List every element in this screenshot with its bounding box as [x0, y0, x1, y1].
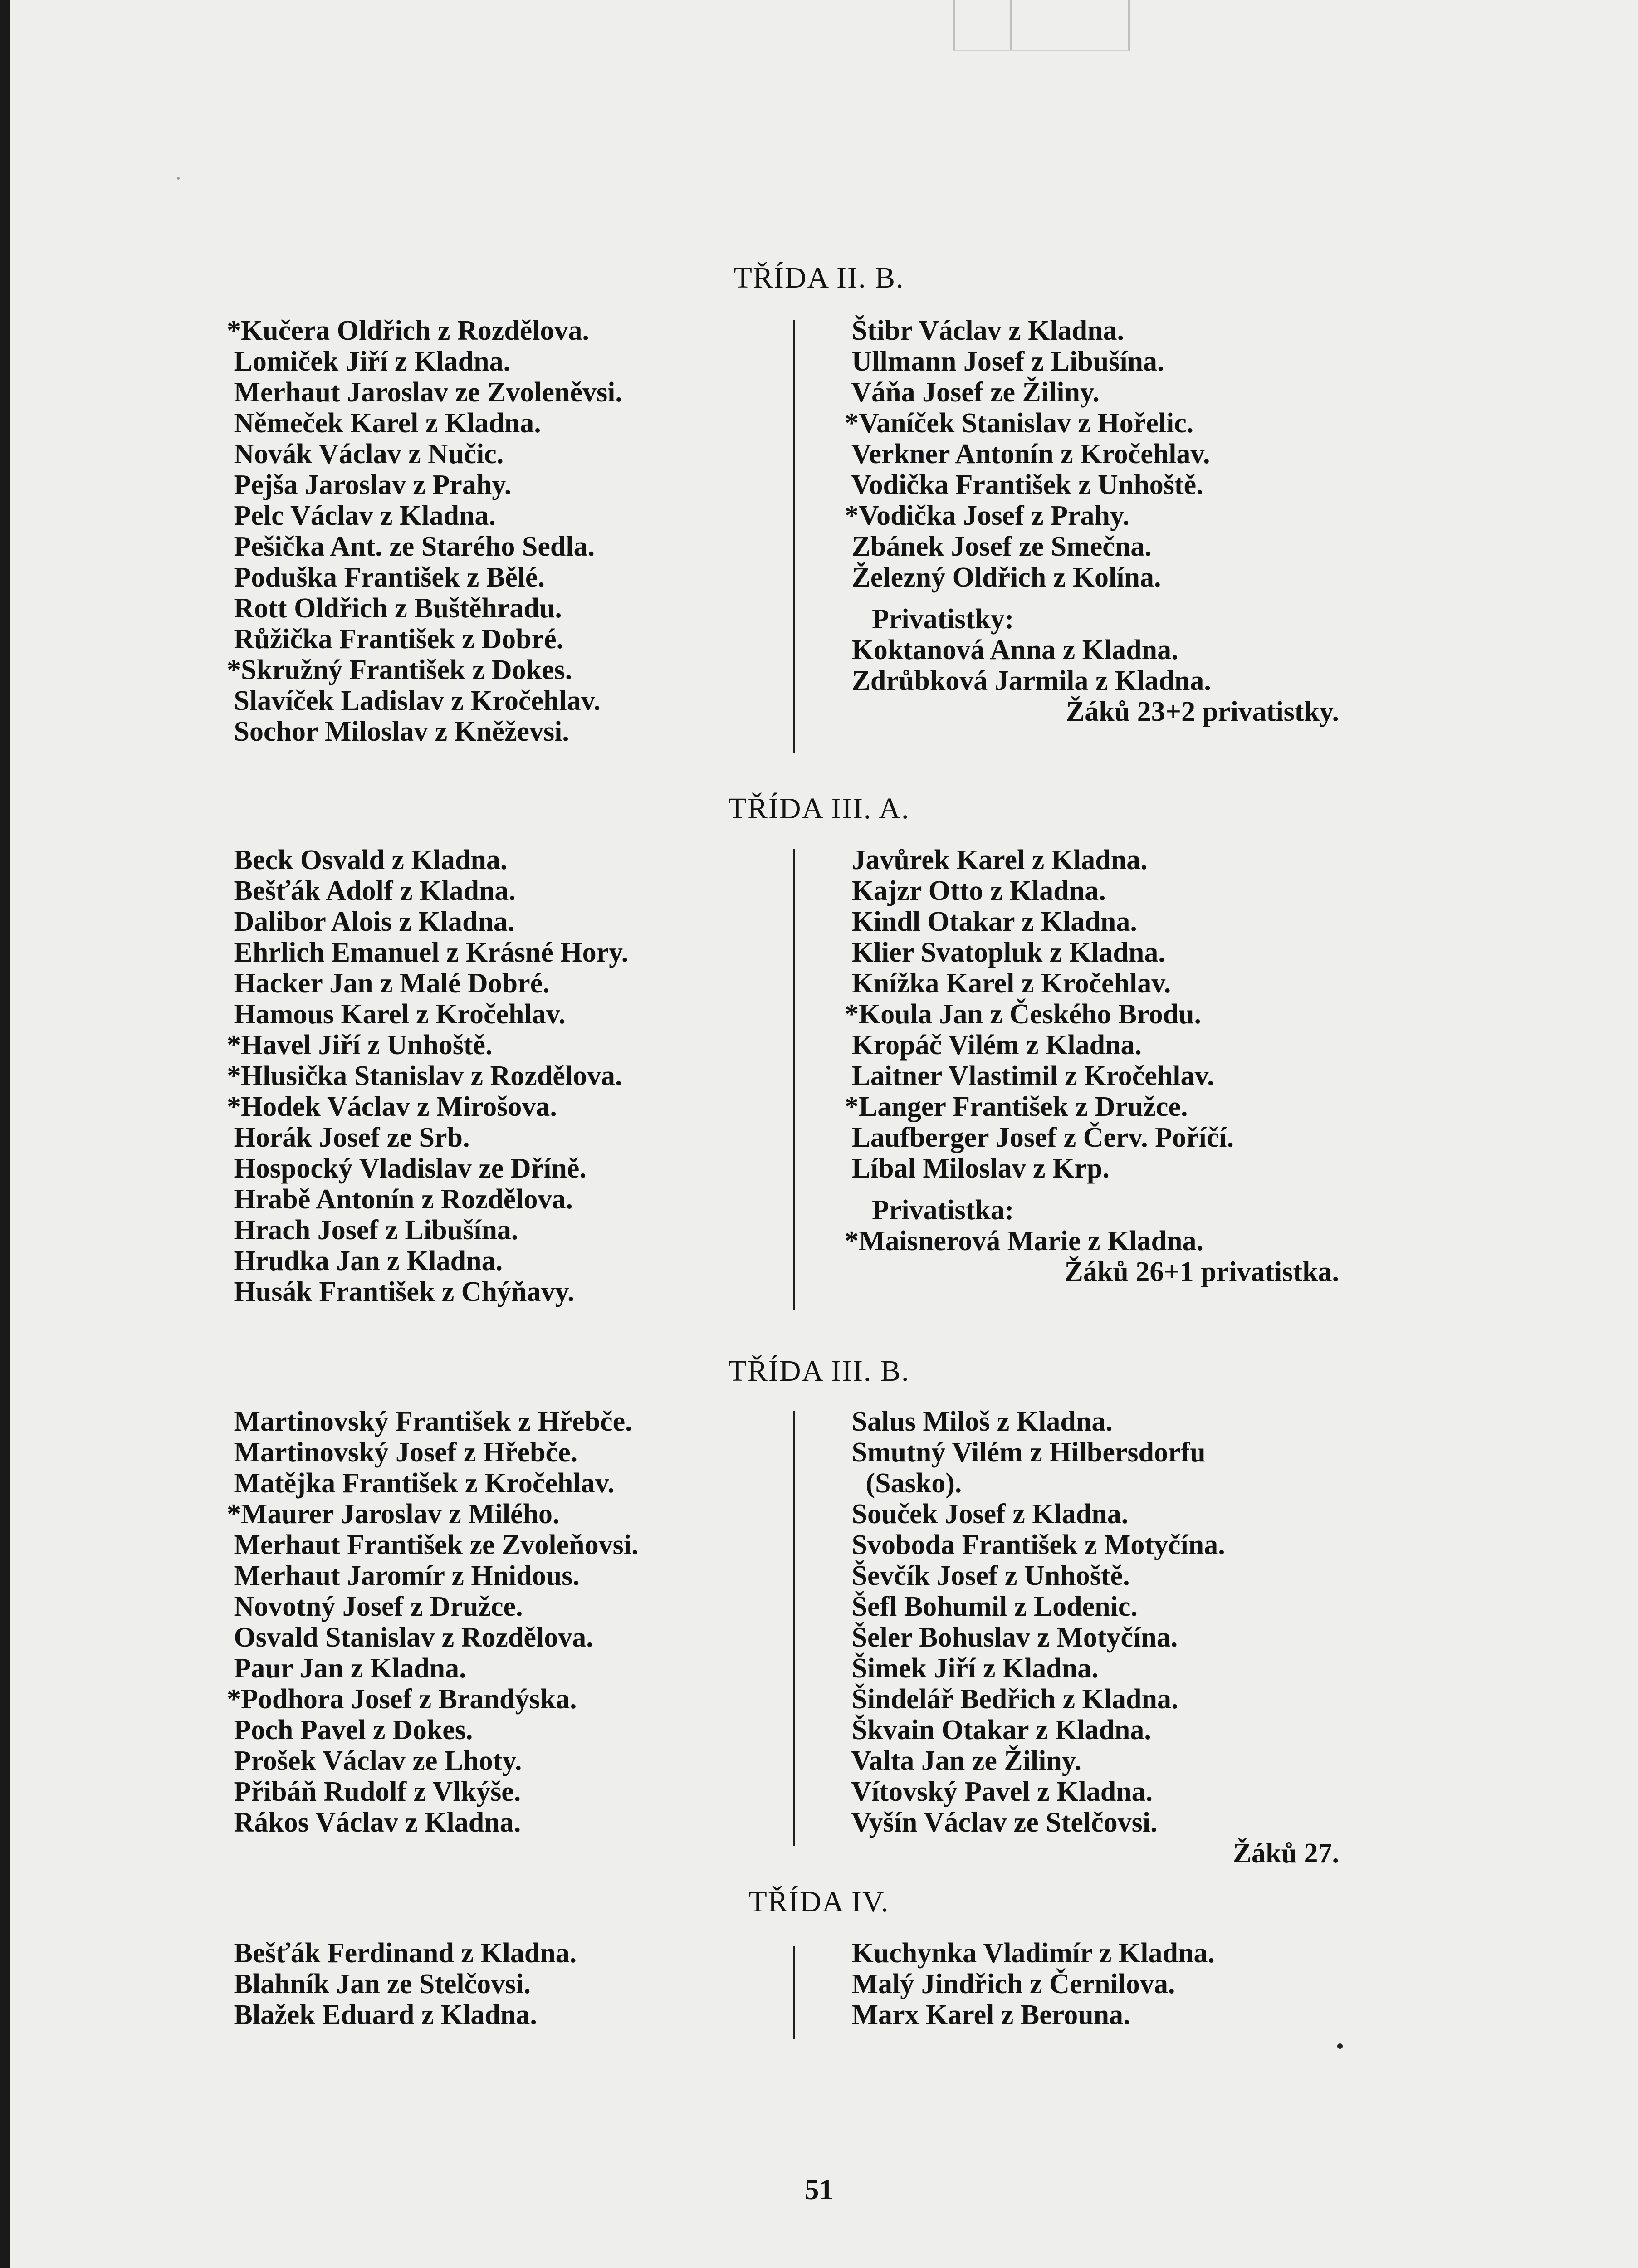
list-item: *Podhora Josef z Brandýska.	[227, 1684, 577, 1715]
list-item: Souček Josef z Kladna.	[845, 1499, 1129, 1530]
list-item: Rákos Václav z Kladna.	[227, 1807, 521, 1838]
list-item: Verkner Antonín z Kročehlav.	[845, 439, 1210, 469]
list-item: Horák Josef ze Srb.	[227, 1122, 470, 1153]
student-list-right	[845, 1938, 1339, 2030]
list-item: Poch Pavel z Dokes.	[227, 1715, 473, 1745]
list-item: Osvald Stanislav z Rozdělova.	[227, 1622, 593, 1653]
list-item: Knížka Karel z Kročehlav.	[845, 968, 1171, 999]
list-item: Vyšín Václav ze Stelčovsi.	[845, 1807, 1158, 1838]
list-item: Růžička František z Dobré.	[227, 624, 564, 655]
list-item: *Koula Jan z Českého Brodu.	[845, 999, 1202, 1030]
list-item: Martinovský Josef z Hřebče.	[227, 1437, 578, 1468]
section-heading: TŘÍDA II. B.	[733, 261, 905, 294]
list-item: Smutný Vilém z Hilbersdorfu	[845, 1437, 1206, 1468]
list-item: Šeler Bohuslav z Motyčína.	[845, 1622, 1178, 1653]
list-item: Salus Miloš z Kladna.	[845, 1406, 1113, 1437]
student-list-left	[227, 315, 622, 747]
list-item: Malý Jindřich z Černilova.	[845, 1969, 1175, 1999]
list-item: Váňa Josef ze Žiliny.	[845, 377, 1100, 408]
column-divider	[793, 1946, 795, 2039]
student-list-right	[845, 1406, 1339, 1869]
list-item: Pelc Václav z Kladna.	[227, 500, 496, 531]
list-item: *Kučera Oldřich z Rozdělova.	[227, 315, 589, 346]
list-item: Novotný Josef z Družce.	[227, 1591, 523, 1622]
column-divider	[793, 849, 795, 1310]
list-item: Marx Karel z Berouna.	[845, 1999, 1130, 2030]
section-heading: TŘÍDA III. A.	[728, 792, 910, 825]
list-item: Kindl Otakar z Kladna.	[845, 906, 1137, 937]
list-item: Hrabě Antonín z Rozdělova.	[227, 1184, 573, 1215]
list-item: Kajzr Otto z Kladna.	[845, 875, 1106, 906]
class-total: Žáků 27.	[1232, 1838, 1339, 1869]
list-item: *Hodek Václav z Mirošova.	[227, 1091, 557, 1122]
student-list-left	[227, 845, 628, 1307]
list-item: Koktanová Anna z Kladna.	[845, 635, 1178, 665]
list-item: Laitner Vlastimil z Kročehlav.	[845, 1061, 1214, 1091]
list-item: Zdrůbková Jarmila z Kladna.	[845, 665, 1211, 696]
list-item: Poduška František z Bělé.	[227, 562, 545, 593]
list-item: *Hlusička Stanislav z Rozdělova.	[227, 1061, 622, 1091]
list-item: *Langer František z Družce.	[845, 1091, 1188, 1122]
student-list-right	[845, 845, 1339, 1287]
list-item: Slavíček Ladislav z Kročehlav.	[227, 685, 601, 716]
list-item: Lomiček Jiří z Kladna.	[227, 346, 511, 377]
list-item: Bešťák Adolf z Kladna.	[227, 875, 516, 906]
list-item: Bešťák Ferdinand z Kladna.	[227, 1938, 577, 1969]
list-item: Přibáň Rudolf z Vlkýše.	[227, 1776, 521, 1807]
list-item: Matějka František z Kročehlav.	[227, 1468, 615, 1499]
list-item: Hrudka Jan z Kladna.	[227, 1246, 503, 1276]
scan-left-edge	[0, 0, 10, 2268]
list-item: Pešička Ant. ze Starého Sedla.	[227, 531, 595, 562]
list-item: Železný Oldřich z Kolína.	[845, 562, 1161, 593]
list-item: Hrach Josef z Libušína.	[227, 1215, 518, 1246]
list-item: Hamous Karel z Kročehlav.	[227, 999, 566, 1030]
scan-speck	[1337, 2043, 1343, 2049]
list-item: *Maurer Jaroslav z Milého.	[227, 1499, 560, 1530]
list-item: *Maisnerová Marie z Kladna.	[845, 1226, 1203, 1256]
list-item: Štibr Václav z Kladna.	[845, 315, 1125, 346]
class-total: Žáků 23+2 privatistky.	[1066, 696, 1339, 727]
student-list-left	[227, 1938, 577, 2030]
list-item: Laufberger Josef z Červ. Poříčí.	[845, 1122, 1234, 1153]
list-item: Husák František z Chýňavy.	[227, 1276, 575, 1307]
list-item: Paur Jan z Kladna.	[227, 1653, 466, 1684]
list-item: Šindelář Bedřich z Kladna.	[845, 1684, 1178, 1715]
list-item: Ševčík Josef z Unhoště.	[845, 1560, 1130, 1591]
scan-speck	[177, 177, 180, 180]
list-item: Škvain Otakar z Kladna.	[845, 1715, 1151, 1745]
list-item: *Havel Jiří z Unhoště.	[227, 1030, 493, 1061]
list-item: Rott Oldřich z Buštěhradu.	[227, 593, 562, 624]
column-divider	[793, 320, 795, 753]
privatist-label: Privatistky:	[872, 604, 1014, 635]
list-item: Vítovský Pavel z Kladna.	[845, 1776, 1153, 1807]
list-item: Kropáč Vilém z Kladna.	[845, 1030, 1142, 1061]
list-item: Merhaut Jaroslav ze Zvoleněvsi.	[227, 377, 622, 408]
list-item: Svoboda František z Motyčína.	[845, 1530, 1225, 1560]
section-heading: TŘÍDA IV.	[748, 1885, 890, 1918]
list-item: *Skružný František z Dokes.	[227, 655, 572, 685]
list-item: Šimek Jiří z Kladna.	[845, 1653, 1099, 1684]
list-item: Hacker Jan z Malé Dobré.	[227, 968, 550, 999]
list-item: *Vodička Josef z Prahy.	[845, 500, 1130, 531]
section-heading: TŘÍDA III. B.	[728, 1354, 910, 1388]
list-item: Šefl Bohumil z Lodenic.	[845, 1591, 1138, 1622]
list-item: *Vaníček Stanislav z Hořelic.	[845, 408, 1194, 439]
page-number: 51	[804, 2173, 834, 2205]
privatist-label: Privatistka:	[872, 1195, 1014, 1226]
list-item: Němeček Karel z Kladna.	[227, 408, 541, 439]
list-item: Líbal Miloslav z Krp.	[845, 1153, 1110, 1184]
list-item: Martinovský František z Hřebče.	[227, 1406, 632, 1437]
list-item: Zbánek Josef ze Smečna.	[845, 531, 1152, 562]
list-item: Pejša Jaroslav z Prahy.	[227, 469, 512, 500]
student-list-right	[845, 315, 1339, 727]
list-item: Javůrek Karel z Kladna.	[845, 845, 1148, 875]
list-item: Prošek Václav ze Lhoty.	[227, 1745, 522, 1776]
list-item: Valta Jan ze Žiliny.	[845, 1745, 1081, 1776]
class-total: Žáků 26+1 privatistka.	[1064, 1256, 1339, 1287]
list-item: Merhaut František ze Zvoleňovsi.	[227, 1530, 639, 1560]
student-list-left	[227, 1406, 639, 1838]
list-item: (Sasko).	[845, 1468, 962, 1499]
scan-artifact	[953, 0, 1130, 51]
list-item: Ehrlich Emanuel z Krásné Hory.	[227, 937, 629, 968]
list-item: Ullmann Josef z Libušína.	[845, 346, 1164, 377]
list-item: Beck Osvald z Kladna.	[227, 845, 508, 875]
list-item: Vodička František z Unhoště.	[845, 469, 1203, 500]
list-item: Blažek Eduard z Kladna.	[227, 1999, 537, 2030]
column-divider	[793, 1411, 795, 1846]
list-item: Sochor Miloslav z Kněževsi.	[227, 716, 569, 747]
list-item: Klier Svatopluk z Kladna.	[845, 937, 1165, 968]
list-item: Kuchynka Vladimír z Kladna.	[845, 1938, 1215, 1969]
list-item: Dalibor Alois z Kladna.	[227, 906, 515, 937]
list-item: Novák Václav z Nučic.	[227, 439, 504, 469]
list-item: Blahník Jan ze Stelčovsi.	[227, 1969, 531, 1999]
list-item: Merhaut Jaromír z Hnidous.	[227, 1560, 580, 1591]
list-item: Hospocký Vladislav ze Dříně.	[227, 1153, 587, 1184]
